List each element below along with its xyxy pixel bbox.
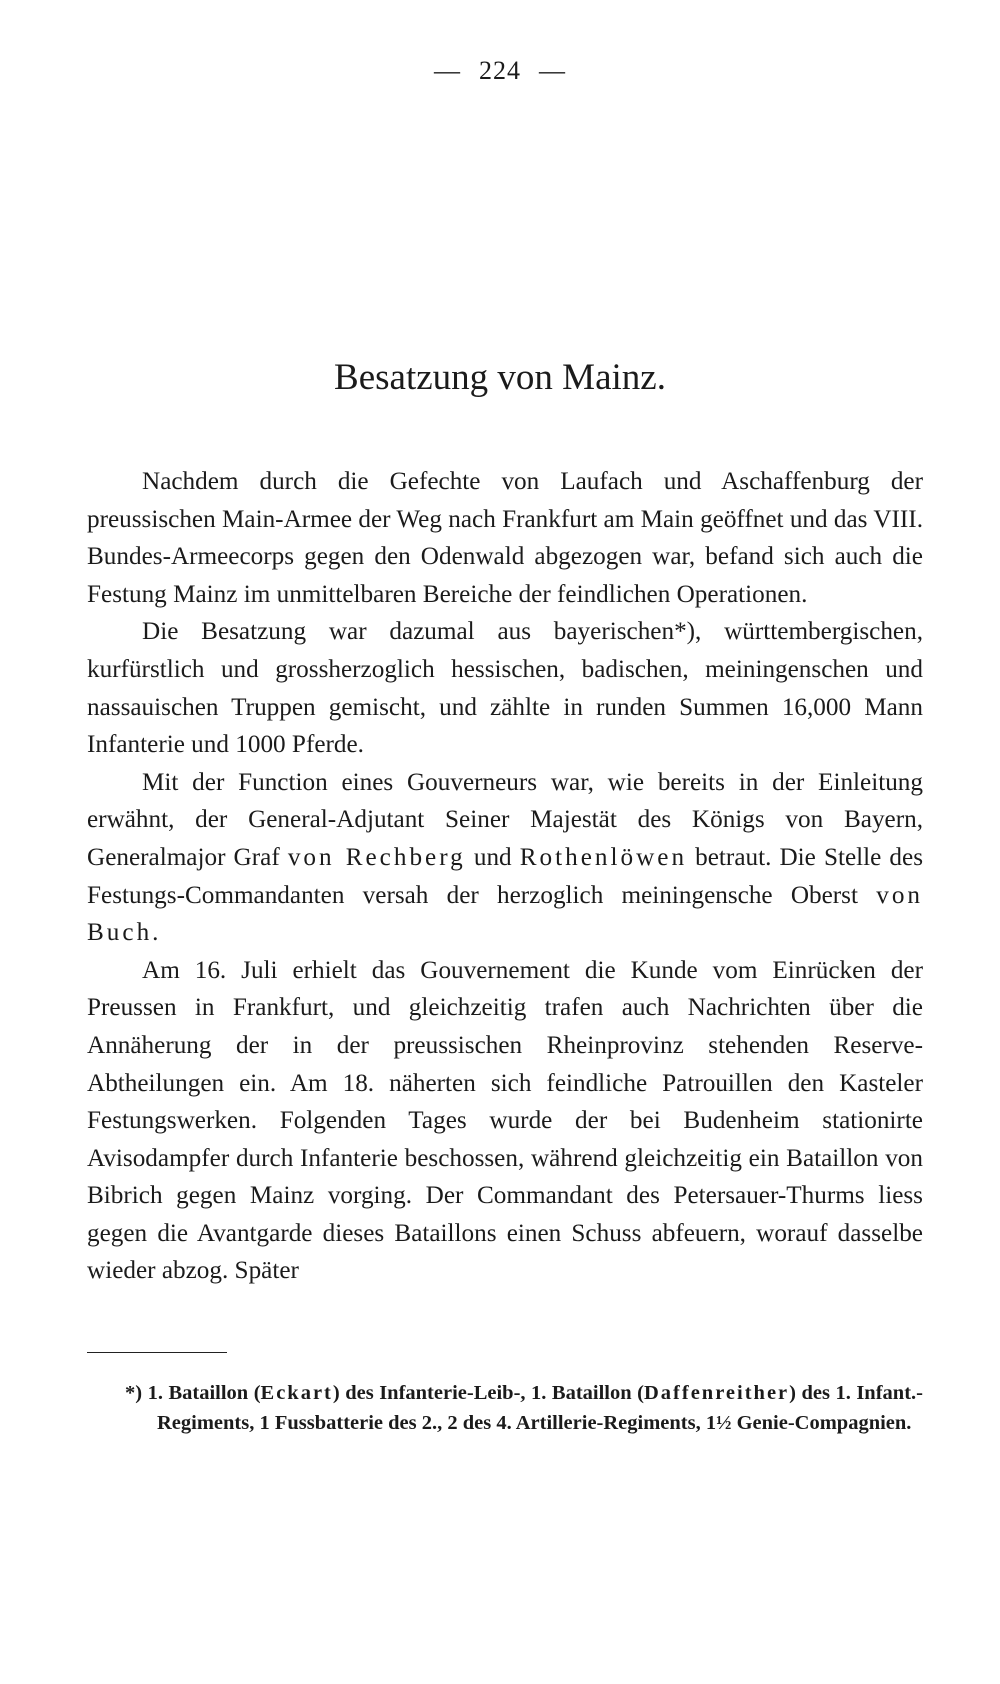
- paragraph-3-text-d: .: [152, 919, 159, 947]
- footnote: [87, 1378, 923, 1438]
- chapter-title: Besatzung von Mainz.: [334, 357, 666, 398]
- page-number-dash-left: —: [434, 56, 461, 85]
- footnote-marker: *): [125, 1382, 143, 1404]
- footnote-text-c: ) des 1. Infant.-Regiments, 1 Fussbatterie des 2., 2 des 4. Artillerie-Regiments, 1½ Genie-Compagnien.: [157, 1382, 923, 1434]
- paragraph-4: Am 16. Juli erhielt das Gouvernement die Kunde vom Einrücken der Preussen in Frankfurt, und gleichzeitig trafen auch Nachrichten über die Annäherung der in der preussischen Rheinprovinz stehenden Reserve-Abtheilungen ein. Am 18. näherten sich feindliche Patrouillen den Kasteler Festungswerken. Folgenden Tages wurde der bei Budenheim stationirte Avisodampfer durch Infanterie beschossen, während gleichzeitig ein Bataillon von Bibrich gegen Mainz vorging. Der Commandant des Petersauer-Thurms liess gegen die Avantgarde dieses Bataillons einen Schuss abfeuern, worauf dasselbe wieder abzog. Später: [87, 956, 923, 1285]
- footnote-text-b: ) des Infanterie-Leib-, 1. Bataillon (: [332, 1382, 644, 1404]
- paragraph-3-text-c: betraut. Die Stelle des Festungs-Commandanten versah der herzoglich meiningensche Oberst: [87, 843, 923, 909]
- paragraph-3: [87, 764, 923, 952]
- footnote-name-eckart: Eckart: [260, 1382, 333, 1404]
- paragraph-1: Nachdem durch die Gefechte von Laufach und Aschaffenburg der preussischen Main-Armee der Weg nach Frankfurt am Main geöffnet und das VIII. Bundes-Armeecorps gegen den Odenwald abgezogen war, befand sich auch die Festung Mainz im unmittelbaren Bereiche der feindlichen Operationen.: [87, 468, 923, 608]
- footnote-text-a: 1. Bataillon (: [142, 1382, 261, 1404]
- person-name-rothenloewen: Rothenlöwen: [519, 843, 688, 871]
- page-number: [0, 56, 1000, 86]
- paragraph-3-text-a: Mit der Function eines Gouverneurs war, wie bereits in der Einleitung erwähnt, der General-Adjutant Seiner Majestät des Königs von Bayern, Generalmajor Graf: [87, 768, 923, 871]
- footnote-text: [87, 1378, 923, 1438]
- footnote-rule: [87, 1352, 227, 1353]
- page-number-dash-right: —: [539, 56, 566, 85]
- person-name-buch: von Buch: [87, 881, 923, 947]
- paragraph-2: Die Besatzung war dazumal aus bayerischen*), württembergischen, kurfürstlich und grossherzoglich hessischen, badischen, meiningenschen und nassauischen Truppen gemischt, und zählte in runden Summen 16,000 Mann Infanterie und 1000 Pferde.: [87, 618, 923, 759]
- page-number-value: 224: [479, 56, 521, 85]
- body-text: [87, 463, 923, 1290]
- person-name-rechberg: von Rechberg: [287, 843, 466, 871]
- paragraph-3-text-b: und: [465, 843, 520, 871]
- footnote-name-daffenreither: Daffenreither: [643, 1382, 790, 1404]
